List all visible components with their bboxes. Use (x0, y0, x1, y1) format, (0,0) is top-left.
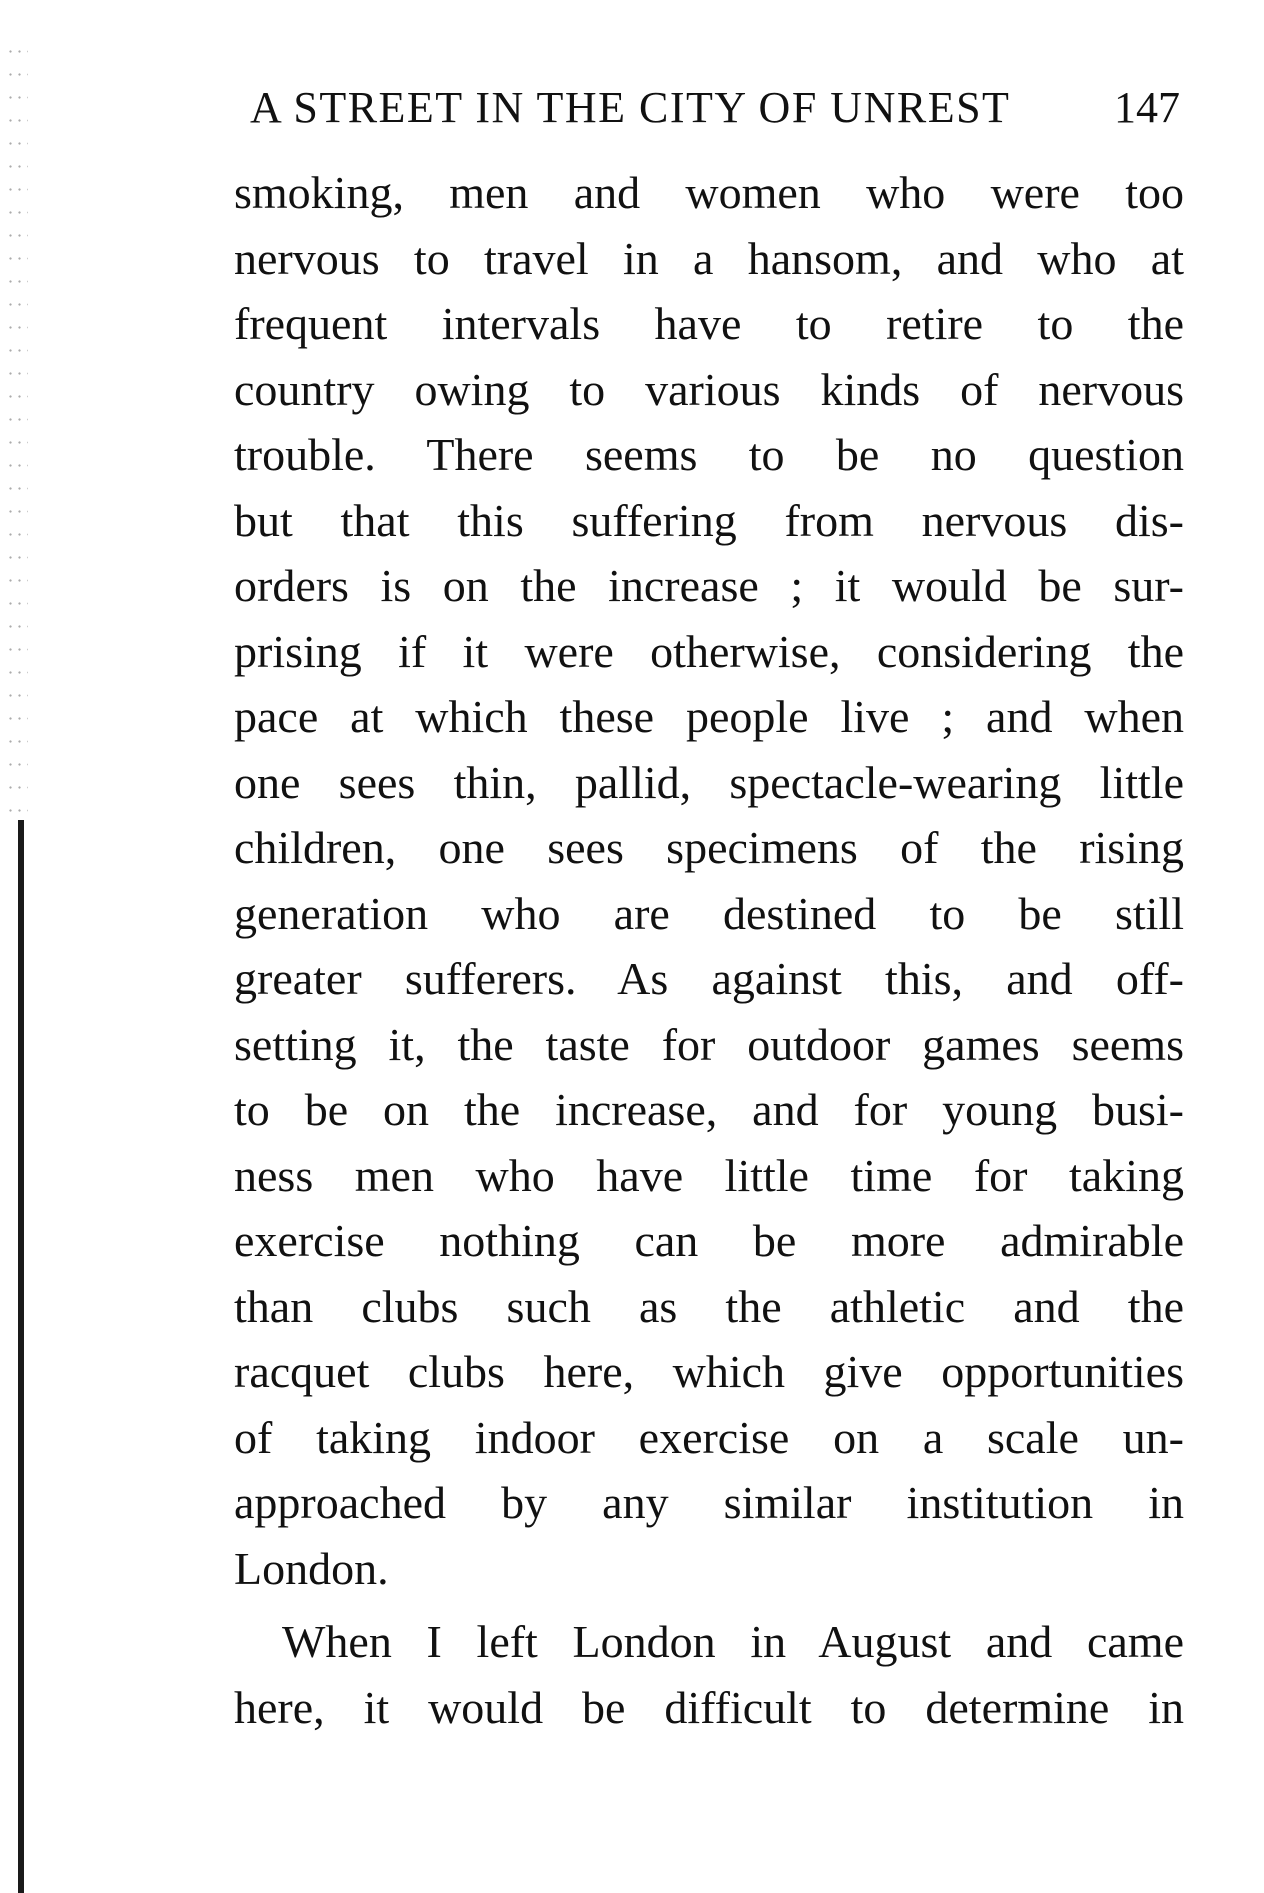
text-line: here, it would be difficult to determine in (234, 1681, 1184, 1733)
text-line: London. (234, 1542, 389, 1594)
running-title: A STREET IN THE CITY OF UNREST (250, 83, 1011, 132)
text-line: of taking indoor exercise on a scale un- (234, 1411, 1184, 1463)
text-line: pace at which these people live ; and when (234, 691, 1184, 742)
binding-speckle (6, 40, 28, 820)
text-line: ness men who have little time for taking (234, 1149, 1184, 1201)
page-number: 147 (1114, 83, 1180, 132)
text-line: but that this suffering from nervous dis- (234, 494, 1184, 546)
text-line: than clubs such as the athletic and the (234, 1280, 1184, 1332)
text-line: one sees thin, pallid, spectacle-wearing little (234, 756, 1184, 808)
text-line: frequent intervals have to retire to the (234, 298, 1184, 349)
paragraph-1 (234, 160, 1184, 1601)
text-line: to be on the increase, and for young busi- (234, 1084, 1184, 1135)
text-line: smoking, men and women who were too (234, 167, 1184, 218)
paragraph-2 (234, 1609, 1184, 1740)
text-line: prising if it were otherwise, considering the (234, 625, 1184, 677)
text-line: nervous to travel in a hansom, and who at (234, 232, 1184, 284)
text-line: exercise nothing can be more admirable (234, 1215, 1184, 1266)
text-line: orders is on the increase ; it would be sur- (234, 560, 1184, 611)
binding-edge (18, 820, 24, 1893)
text-line: greater sufferers. As against this, and off- (234, 953, 1184, 1004)
paragraph-gap (234, 1601, 1184, 1609)
text-line: generation who are destined to be still (234, 887, 1184, 939)
running-head (250, 82, 1180, 133)
text-line: country owing to various kinds of nervous (234, 363, 1184, 415)
text-line: setting it, the taste for outdoor games seems (234, 1018, 1184, 1070)
body-text (234, 160, 1184, 1740)
text-line: children, one sees specimens of the rising (234, 822, 1184, 873)
text-line: When I left London in August and came (282, 1616, 1184, 1667)
text-line: approached by any similar institution in (234, 1477, 1184, 1528)
text-line: racquet clubs here, which give opportunities (234, 1346, 1184, 1397)
text-line: trouble. There seems to be no question (234, 429, 1184, 480)
